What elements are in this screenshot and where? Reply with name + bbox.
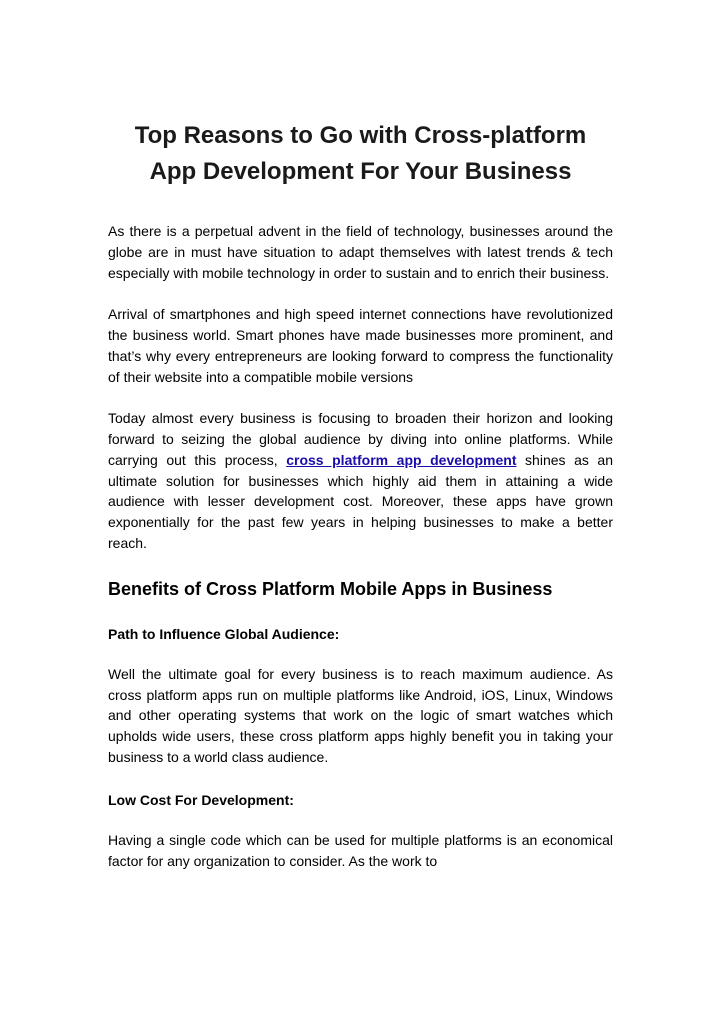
paragraph-text-before-link: Today almost every business is focusing to broaden their horizon and looking forward to seizing the global audience by diving into online platforms. While carrying out this process, (108, 410, 613, 468)
paragraph-smartphones: Arrival of smartphones and high speed internet connections have revolutionized the business world. Smart phones have made businesses more prominent, and that’s why every entrepreneurs are looking forward to compress the functionality of their website into a compatible mobile versions (108, 306, 613, 385)
paragraph-cross-platform (108, 408, 613, 554)
title-line-2: App Development For Your Business (149, 158, 572, 185)
paragraph-text-after-link: shines as an ultimate solution for businesses which highly aid them in attaining a wide audience with lesser development cost. Moreover, these apps have grown exponentially for the past few years in helping businesses to make a better reach. (108, 451, 613, 551)
paragraph-global-audience: Well the ultimate goal for every business is to reach maximum audience. As cross platform apps run on multiple platforms like Android, iOS, Linux, Windows and other operating systems that work on the logic of smart watches which upholds wide users, these cross platform apps highly benefit you in taking your business to a world class audience. (108, 665, 613, 765)
section-heading-benefits: Benefits of Cross Platform Mobile Apps in Business (108, 578, 553, 599)
subheading-global-audience: Path to Influence Global Audience: (108, 625, 340, 642)
paragraph-intro: As there is a perpetual advent in the field of technology, businesses around the globe are in must have situation to adapt themselves with latest trends & tech especially with mobile technology in order to sustain and to enrich their business. (108, 223, 613, 281)
title-line-1: Top Reasons to Go with Cross-platform (134, 122, 587, 149)
document-page (108, 0, 613, 871)
page-title (108, 118, 613, 190)
subheading-low-cost: Low Cost For Development: (108, 791, 294, 808)
cross-platform-app-development-link[interactable]: cross platform app development (286, 451, 517, 468)
paragraph-low-cost: Having a single code which can be used for multiple platforms is an economical factor for any organization to consider. As the work to (108, 831, 613, 869)
